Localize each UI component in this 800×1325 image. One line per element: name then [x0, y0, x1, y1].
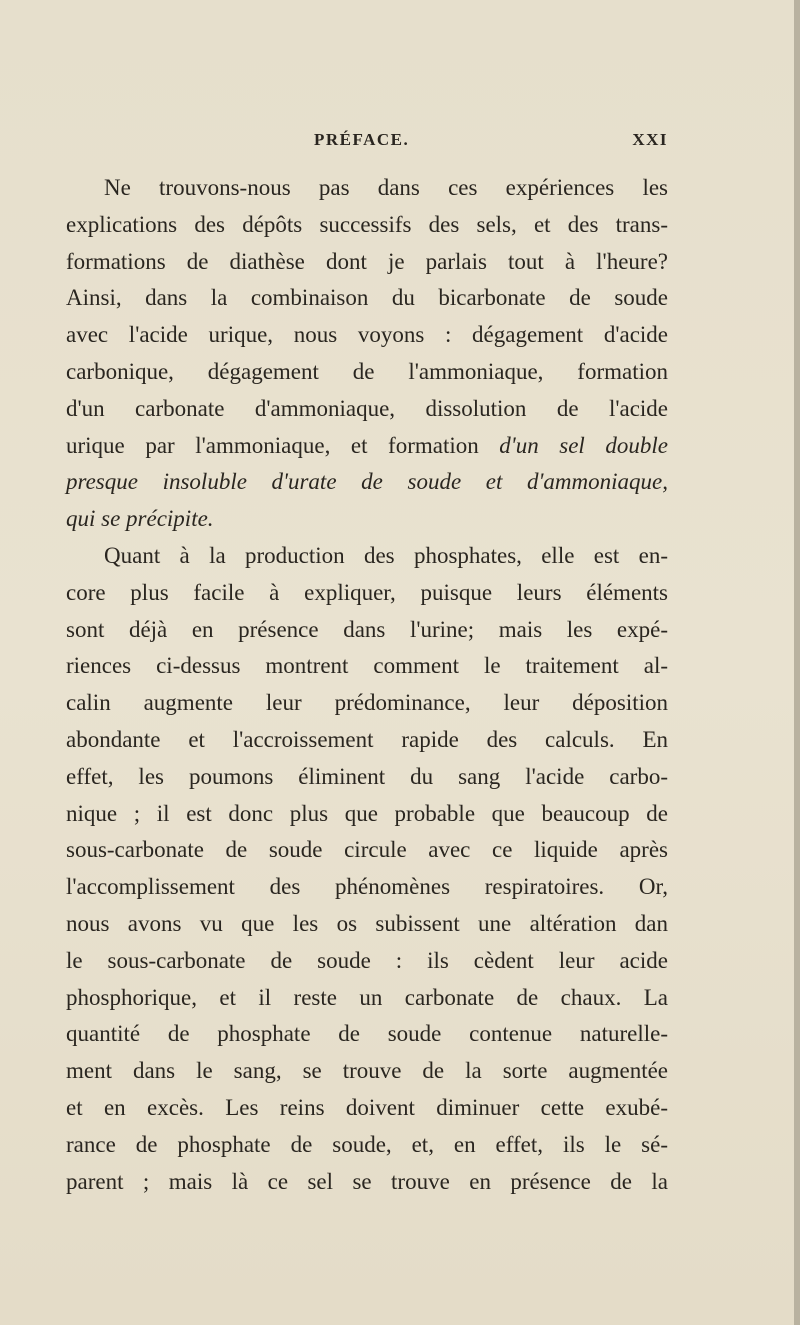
text-line: core plus facile à expliquer, puisque leurs éléments [66, 579, 668, 605]
text-line: Quant à la production des phosphates, elle est en- [104, 542, 668, 568]
text-line: effet, les poumons éliminent du sang l'acide carbo- [66, 763, 668, 789]
text-line: formations de diathèse dont je parlais tout à l'heure? [66, 248, 668, 274]
text-line: l'accomplissement des phénomènes respiratoires. Or, [66, 874, 668, 900]
text-line: parent ; mais là ce sel se trouve en présence de la [66, 1168, 668, 1194]
text-line: ment dans le sang, se trouve de la sorte augmentée [66, 1058, 668, 1084]
page-edge [794, 0, 800, 1325]
text-line: Ne trouvons-nous pas dans ces expériences les [104, 175, 668, 200]
paragraph-1 [66, 170, 668, 538]
text-italic: presque insoluble d'urate de soude et d'ammoniaque, [66, 469, 668, 495]
text-line: explications des dépôts successifs des sels, et des trans- [66, 211, 668, 237]
text-line: phosphorique, et il reste un carbonate de chaux. La [66, 984, 668, 1010]
text-roman: urique par l'ammoniaque, et formation [66, 432, 500, 458]
page-header [66, 130, 668, 158]
text-line: sont déjà en présence dans l'urine; mais les expé- [66, 616, 668, 642]
text-line: rance de phosphate de soude, et, en effet, ils le sé- [66, 1131, 668, 1157]
body-text [66, 170, 668, 1200]
text-line [66, 428, 668, 465]
text-line: quantité de phosphate de soude contenue naturelle- [66, 1021, 668, 1047]
text-line: riences ci-dessus montrent comment le traitement al- [66, 653, 668, 679]
page-number: XXI [632, 130, 668, 149]
running-head: PRÉFACE. [314, 130, 410, 149]
text-line [66, 464, 668, 501]
text-line: abondante et l'accroissement rapide des calculs. En [66, 726, 668, 752]
text-line: calin augmente leur prédominance, leur déposition [66, 690, 668, 716]
text-italic: qui se précipite. [66, 506, 214, 532]
text-line: et en excès. Les reins doivent diminuer cette exubé- [66, 1094, 668, 1120]
text-line: nique ; il est donc plus que probable que beaucoup de [66, 800, 668, 826]
text-line [66, 501, 668, 538]
text-line: avec l'acide urique, nous voyons : dégagement d'acide [66, 322, 668, 348]
paragraph-2 [66, 538, 668, 1200]
text-line: le sous-carbonate de soude : ils cèdent leur acide [66, 947, 668, 973]
text-line: d'un carbonate d'ammoniaque, dissolution de l'acide [66, 395, 668, 421]
text-line: nous avons vu que les os subissent une altération dan [66, 910, 668, 936]
text-line: Ainsi, dans la combinaison du bicarbonate de soude [66, 285, 668, 311]
text-italic: d'un sel double [499, 432, 668, 458]
text-line: carbonique, dégagement de l'ammoniaque, formation [66, 358, 668, 384]
text-line: sous-carbonate de soude circule avec ce liquide après [66, 837, 668, 863]
